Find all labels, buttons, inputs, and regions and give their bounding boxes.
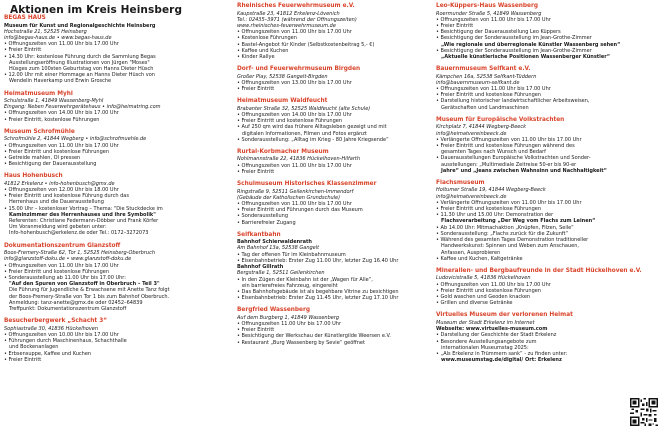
info-line: Gerätschaften und Landmaschinen bbox=[441, 104, 529, 111]
museum-entry bbox=[237, 3, 432, 60]
museum-heading: Dorf- und Feuerwehrmuseum Birgden bbox=[237, 66, 361, 73]
museum-entry bbox=[4, 91, 232, 123]
bullet-item: • Darstellung historischer landwirtschaftlicher Arbeitsweisen, bbox=[436, 98, 651, 104]
bullet-item: • Besichtigung der Sonderausstellung im Jean-Grothe-Zimmer bbox=[436, 48, 651, 54]
bullet-item: • Freier Eintritt bbox=[436, 23, 651, 29]
bullet-item: • Öffnungszeiten von 11.00 Uhr bis 17.00 Uhr bbox=[237, 29, 432, 35]
bullet-item: • Öffnungszeiten von 12.00 Uhr bis 18.00 Uhr bbox=[4, 187, 232, 193]
bullet-item: • Kinder Rallye bbox=[237, 54, 432, 60]
museum-heading: Selfkantbahn bbox=[237, 231, 281, 238]
info-line: info@bauernmuseum-selfkant.de bbox=[436, 79, 520, 86]
bullet-item: • Öffnungszeiten von 11.00 Uhr bis 17.00 Uhr bbox=[436, 17, 651, 23]
bullet-item: • Freier Eintritt bbox=[4, 47, 232, 53]
info-line: Nohlmannstraße 22, 41836 Hückelhoven-Hilfarth bbox=[237, 156, 360, 163]
info-line: Tel.: 02435–3971 (während der Öffnungszeiten) bbox=[237, 16, 357, 23]
museum-entry bbox=[4, 129, 232, 168]
bullet-item: • Verlängerte Öffnungszeiten von 11.00 Uhr bis 17.00 Uhr bbox=[436, 200, 651, 206]
museum-heading: Museum Schrofmühle bbox=[4, 128, 75, 135]
museum-entry bbox=[237, 181, 432, 226]
museum-entry bbox=[436, 66, 651, 111]
museum-entry bbox=[237, 98, 432, 143]
bullet-item: • Tag der offenen Tür im Kleinbahnmuseum bbox=[237, 252, 432, 258]
museum-entry bbox=[4, 243, 232, 313]
info-line: info@heimatvereinbeeck.de bbox=[436, 130, 507, 137]
info-line: Die Führung für Jugendliche & Erwachsene mit Anette Tanz folgt bbox=[9, 287, 170, 294]
museum-entry bbox=[237, 232, 432, 302]
bullet-item: • Besichtigung der Dauerausstellung Leo Küppers bbox=[436, 29, 651, 35]
museum-heading: Flachsmuseum bbox=[436, 179, 485, 186]
info-line: Kaupstraße 23, 41812 Erkelenz-Lövenich bbox=[237, 10, 340, 17]
info-line: Webseite: www.virtuelles-museum.com bbox=[436, 326, 548, 333]
bullet-item: • Darstellung der Geschichte der Stadt Erkelenz bbox=[436, 332, 651, 338]
bullet-item: • Öffnungszeiten von 13.00 Uhr bis 17.00 Uhr bbox=[237, 80, 432, 86]
info-line: Kirchplatz 7, 41844 Wegberg-Beeck bbox=[436, 124, 527, 131]
info-line: und Bockenanlagen bbox=[9, 344, 59, 351]
info-line: Hüsges zum 100sten Geburtstag von Hanns Dieter Hüsch bbox=[9, 65, 154, 72]
bullet-item: • Öffnungszeiten 11.00 Uhr bis 17.00 Uhr bbox=[237, 321, 432, 327]
info-line: Eingang: Neben Feuerwehrgerätehaus • info@heimatring.com bbox=[4, 104, 161, 111]
museum-heading: Besucherbergwerk „Schacht 3“ bbox=[4, 318, 108, 325]
museum-heading: BEGAS HAUS bbox=[4, 15, 46, 21]
bullet-item: • Freier Eintritt und kostenlose Führungen bbox=[436, 206, 651, 212]
bullet-item: • Bastel-Angebot für Kinder (Selbstkostenbeitrag 5,- €) bbox=[237, 42, 432, 48]
bullet-item: • Freier Eintritt und kostenlose Führungen bbox=[237, 118, 432, 124]
bullet-item: • Besichtigung der Werkschau der Künstlergilde Weersen e.V. bbox=[237, 333, 432, 339]
info-line: info@begas-haus.de • www.begas-haus.de bbox=[4, 34, 112, 41]
info-line: info@heimatvereinbeeck.de bbox=[436, 193, 507, 200]
info-line: Großer Play, 52538 Gangelt-Birgden bbox=[237, 73, 328, 80]
info-line: Herrenhaus und die Dauerausstellung bbox=[9, 199, 104, 206]
museum-heading: Heimatmuseum Waldfeucht bbox=[237, 98, 328, 105]
bullet-item: • Freier Eintritt und kostenlose Führung durch das bbox=[4, 193, 232, 199]
info-line: „Wie regionale und überregionale Künstler Wassenberg sehen“ bbox=[441, 41, 621, 48]
museum-entry bbox=[237, 66, 432, 92]
column-right bbox=[436, 3, 651, 369]
bullet-item: • Dauerausstellungen Europäische Volkstrachten und Sonder- bbox=[436, 155, 651, 161]
bullet-item: • Grillen und diverse Getränke bbox=[436, 300, 651, 306]
info-line: Bergstraße 1, 52511 Geilenkirchen bbox=[237, 270, 325, 277]
museum-entry bbox=[237, 149, 432, 175]
bullet-item: • Auf 250 qm wird das frühere Alltagsleben gezeigt und mit bbox=[237, 124, 432, 130]
bullet-item: • 12.00 Uhr mit einer Hommage an Hanns Dieter Hüsch von bbox=[4, 72, 232, 78]
info-line: Hochstraße 21, 52525 Heinsberg bbox=[4, 28, 87, 35]
bullet-item: • Freier Eintritt und kostenlose Führungen bbox=[4, 149, 232, 155]
qr-code-image bbox=[630, 398, 658, 426]
museum-entry bbox=[436, 3, 651, 60]
info-line: Holtumer Straße 19, 41844 Wegberg-Beeck bbox=[436, 187, 546, 194]
info-line: Museum der Stadt Erkelenz im Internet bbox=[436, 319, 535, 326]
bullet-item: • Freier Eintritt und kostenlose Führungen bbox=[436, 288, 651, 294]
bullet-item: • Freier Eintritt bbox=[237, 327, 432, 333]
museum-entry bbox=[436, 180, 651, 262]
bullet-item: • Freier Eintritt, kostenlose Führungen bbox=[4, 117, 232, 123]
bullet-item: • Freier Eintritt bbox=[4, 357, 232, 363]
info-line: Bahnhof Gillrath bbox=[237, 264, 284, 271]
bullet-item: • Öffnungszeiten von 11.00 Uhr bis 17.00 Uhr bbox=[436, 282, 651, 288]
info-line: Anmeldung: tanz-anette@gmx.de oder 02452–64839 bbox=[9, 299, 143, 306]
bullet-item: • 14.30 Uhr: kostenlose Führung durch die Sammlung Begas bbox=[4, 54, 232, 60]
bullet-item: • Führungen durch Maschinenhaus, Schachthalle bbox=[4, 338, 232, 344]
bullet-item: • Restaurant „Burg Wassenberg by Sevie“ geöffnet bbox=[237, 340, 432, 346]
bullet-item: • Freier Eintritt und kostenlose Führungen während des bbox=[436, 143, 651, 149]
info-line: der Boos-Fremery-Straße von Tor 1 bis zum Bahnhof Oberbruch. bbox=[9, 293, 170, 300]
bullet-item: • Besichtigung der Dauerausstellung bbox=[4, 161, 232, 167]
bullet-item: • Freier Eintritt und kostenlose Führungen bbox=[436, 92, 651, 98]
info-line: Treffpunkt: Dokumentationszentrum Glanzstoff bbox=[9, 306, 127, 313]
bullet-item: • 15.00 Uhr – kostenloser Vortrag – Thema: "Die Stuckdecke im bbox=[4, 206, 232, 212]
info-line: digitalen Informationen, Filmen und Fotos ergänzt bbox=[242, 130, 367, 137]
bullet-item: • Öffnungszeiten von 11.00 Uhr bis 17.00 Uhr bbox=[237, 163, 432, 169]
info-line: Kaminzimmer des Herrenhauses und ihre Symbolik" bbox=[9, 211, 156, 218]
bullet-item: • Kaffee und Kuchen bbox=[237, 48, 432, 54]
museum-heading: Museum für Europäische Volkstrachten bbox=[436, 116, 565, 123]
info-line: Brabanter Straße 32, 52525 Waldfeucht (alte Schule) bbox=[237, 105, 371, 112]
info-line: Auf dem Burgberg 1, 41849 Wassenberg bbox=[237, 314, 340, 321]
bullet-item: • Ab 14.00 Uhr: Mitmachaktion „Knüpfen, Filzen, Seile“ bbox=[436, 225, 651, 231]
bullet-item: • Kostenlose Führungen bbox=[237, 35, 432, 41]
museum-heading: Virtuelles Museum der verlorenen Heimat bbox=[436, 312, 573, 319]
museum-heading: Leo-Küppers-Haus Wassenberg bbox=[436, 3, 538, 9]
info-line: (Gebäude der Katholischen Grundschule) bbox=[237, 194, 341, 201]
info-line: Kämpchen 16a, 52538 Selfkant-Tüddern bbox=[436, 73, 537, 80]
bullet-item: • 11.30 Uhr und 15.00 Uhr: Demonstration der bbox=[436, 212, 651, 218]
bullet-item: • Getreide mahlen, Öl pressen bbox=[4, 155, 232, 161]
info-line: gesamten Tages nach Wunsch und Bedarf bbox=[441, 149, 546, 156]
bullet-item: • Freier Eintritt bbox=[237, 169, 432, 175]
bullet-item: • Sonderausstellung: „Flachs zurück für die Zukunft“ bbox=[436, 231, 651, 237]
museum-entry bbox=[436, 117, 651, 174]
bullet-item: • Während des gesamten Tages Demonstration traditioneller bbox=[436, 237, 651, 243]
info-line: info@glanzstoff-doku.de • www.glanzstoff-doku.de bbox=[4, 256, 132, 263]
museum-heading: Heimatmuseum Myhl bbox=[4, 90, 73, 97]
info-line: Ausstellungseröffnung Illustrationen von Jürgen "Moses" bbox=[9, 59, 150, 66]
museum-entry bbox=[237, 307, 432, 346]
bullet-item: • Öffnungszeiten von 11.00 Uhr bis 17.00 Uhr bbox=[4, 143, 232, 149]
info-line: Anfassen, Ausprobieren bbox=[441, 249, 501, 256]
bullet-item: • Sonderausstellung bbox=[237, 213, 432, 219]
museum-heading: Haus Hohenbusch bbox=[4, 173, 63, 180]
museum-entry bbox=[436, 268, 651, 307]
bullet-item: • Öffnungszeiten von 10.00 Uhr bis 17.00 Uhr bbox=[4, 332, 232, 338]
museum-heading: Dokumentationszentrum Glanzstoff bbox=[4, 242, 121, 249]
info-line: Sophiastraße 30, 41836 Hückelhoven bbox=[4, 325, 99, 332]
info-line: Wendelin Haverkamp und Erwin Grosche bbox=[9, 78, 112, 85]
bullet-item: • Das Bahnhofsgebäude ist als begehbare Vitrine zu besichtigen bbox=[237, 289, 432, 295]
info-line: Schrofmühle 2, 41844 Wegberg • info@schrofmuehle.de bbox=[4, 136, 147, 143]
museum-entry bbox=[436, 312, 651, 363]
info-line: Handwerkskunst: Spinnen und Weben zum Anschauen, bbox=[441, 243, 579, 250]
info-line: ausstellungen: „Multimediale Zeitreise 50-er bis 90-er bbox=[441, 161, 577, 168]
museum-heading: Bauernmuseum Selfkant e.V. bbox=[436, 66, 531, 73]
info-line: Am Bahnhof 13a, 52538 Gangelt bbox=[237, 245, 320, 252]
museum-entry bbox=[4, 318, 232, 363]
museum-heading: Schulmuseum Historisches Klassenzimmer bbox=[237, 181, 377, 188]
info-line: Um Voranmeldung wird gebeten unter: bbox=[9, 224, 107, 231]
museum-heading: Rurtal-Korbmacher Museum bbox=[237, 148, 329, 155]
info-line: Flachsverarbeitung „Der Weg vom Flachs zum Leinen“ bbox=[441, 218, 596, 225]
bullet-item: • Besondere Ausstellungsangebote zum bbox=[436, 339, 651, 345]
bullet-item: • Öffnungszeiten von 11.00 Uhr bis 17.00 Uhr bbox=[4, 41, 232, 47]
info-line: Ludovicistraße 5, 41836 Hückelhoven bbox=[436, 275, 531, 282]
info-line: Museum für Kunst und Regionalgeschichte Heinsberg bbox=[4, 22, 156, 29]
bullet-item: • Öffnungszeiten von 14.00 Uhr bis 17.00 Uhr bbox=[4, 110, 232, 116]
bullet-item: • Barrierefreier Zugang bbox=[237, 220, 432, 226]
bullet-item: • Eisenbahnbetrieb: Erster Zug 11.45 Uhr, letzter Zug 17.10 Uhr bbox=[237, 295, 432, 301]
bullet-item: • Eisenbahnbetrieb: Erster Zug 11.00 Uhr, letzter Zug 16.40 Uhr bbox=[237, 258, 432, 264]
bullet-item: • Freier Eintritt und kostenlose Führungen bbox=[4, 269, 232, 275]
info-line: "Auf den Spuren von Glanzstoff in Oberbruch – Teil 3" bbox=[9, 281, 160, 288]
bullet-item: • In den Zügen der Kleinbahn ist der „Wagen für Alle“, bbox=[237, 277, 432, 283]
bullet-item: • Freier Eintritt bbox=[237, 86, 432, 92]
info-line: www.rheinisches-feuerwehrmuseum.de bbox=[237, 22, 336, 29]
bullet-item: • Kaffee und Kuchen, Kaltgetränke bbox=[436, 256, 651, 262]
bullet-item: • Freier Eintritt und Führungen durch das Museum bbox=[237, 207, 432, 213]
info-line: www.museumstag.de/digital/ Ort: Erkelenz bbox=[441, 357, 562, 364]
info-line: Jahre“ und „Jeans zwischen Wahnsinn und Nachhaltigkeit“ bbox=[441, 167, 607, 174]
page-title: Aktionen im Kreis Heinsberg bbox=[10, 4, 183, 16]
info-line: Ringstraße 9, 52511 Geilenkirchen-Immendorf bbox=[237, 188, 354, 195]
info-line: Bahnhof Schierwaldenrath bbox=[237, 239, 312, 246]
museum-heading: Bergfried Wassenberg bbox=[237, 307, 310, 314]
bullet-item: • Sonderausstellung ab 11.00 Uhr bis 17.00 Uhr: bbox=[4, 275, 232, 281]
bullet-item: • Verlängerte Öffnungszeiten von 11.00 Uhr bis 17.00 Uhr bbox=[436, 137, 651, 143]
bullet-item: • Gold waschen und Geoden knacken bbox=[436, 294, 651, 300]
column-middle bbox=[237, 3, 432, 352]
museum-entry bbox=[4, 173, 232, 236]
info-line: „Aktuelle künstlerische Positionen Wassenberger Künstler“ bbox=[441, 53, 611, 60]
museum-entry bbox=[4, 15, 232, 85]
bullet-item: • Erbsensuppe, Kaffee und Kuchen bbox=[4, 351, 232, 357]
bullet-item: • Öffnungszeiten von 14.00 Uhr bis 17.00 Uhr bbox=[237, 112, 432, 118]
info-line: ein barrierefreies Fahrzeug, eingereiht bbox=[242, 282, 338, 289]
info-line: Boos-Fremery-Straße 62, Tor 1, 52525 Heinsberg-Oberbruch bbox=[4, 250, 155, 257]
bullet-item: • Sonderausstellung: „Alltag im Krieg - 80 Jahre Kriegsende“ bbox=[237, 137, 432, 143]
info-line: Roermunder Straße 5, 41849 Wassenberg bbox=[436, 10, 542, 17]
info-line: Info-hohenbusch@erkelenz.de oder Tel.: 0172–3272073 bbox=[9, 230, 149, 237]
bullet-item: • Öffnungszeiten von 11.00 Uhr bis 17.00 Uhr bbox=[4, 263, 232, 269]
bullet-item: • Öffnungszeiten von 11.00 Uhr bis 17.00 Uhr bbox=[237, 201, 432, 207]
info-line: 41812 Erkelenz • info-hohenbusch@gmx.de bbox=[4, 180, 115, 187]
info-line: Referenten: Christiane Federmann-Döbber und Frank Körfer bbox=[9, 218, 159, 225]
info-line: Schulstraße 1, 41849 Wassenberg-Myhl bbox=[4, 98, 104, 105]
museum-heading: Mineralien- und Bergbaufreunde in der Stadt Hückelhoven e.V. bbox=[436, 267, 642, 274]
bullet-item: • „Als Erkelenz in Trümmern sank“ - zu finden unter: bbox=[436, 351, 651, 357]
info-line: internationalen Museumstag 2025: bbox=[441, 344, 529, 351]
bullet-item: • Öffnungszeiten von 11.00 Uhr bis 17.00 Uhr bbox=[436, 86, 651, 92]
museum-heading: Rheinisches Feuerwehrmuseum e.V. bbox=[237, 3, 355, 9]
column-left bbox=[4, 15, 232, 369]
bullet-item: • Besichtigung der Sonderausstellung im Jean-Grothe-Zimmer bbox=[436, 35, 651, 41]
